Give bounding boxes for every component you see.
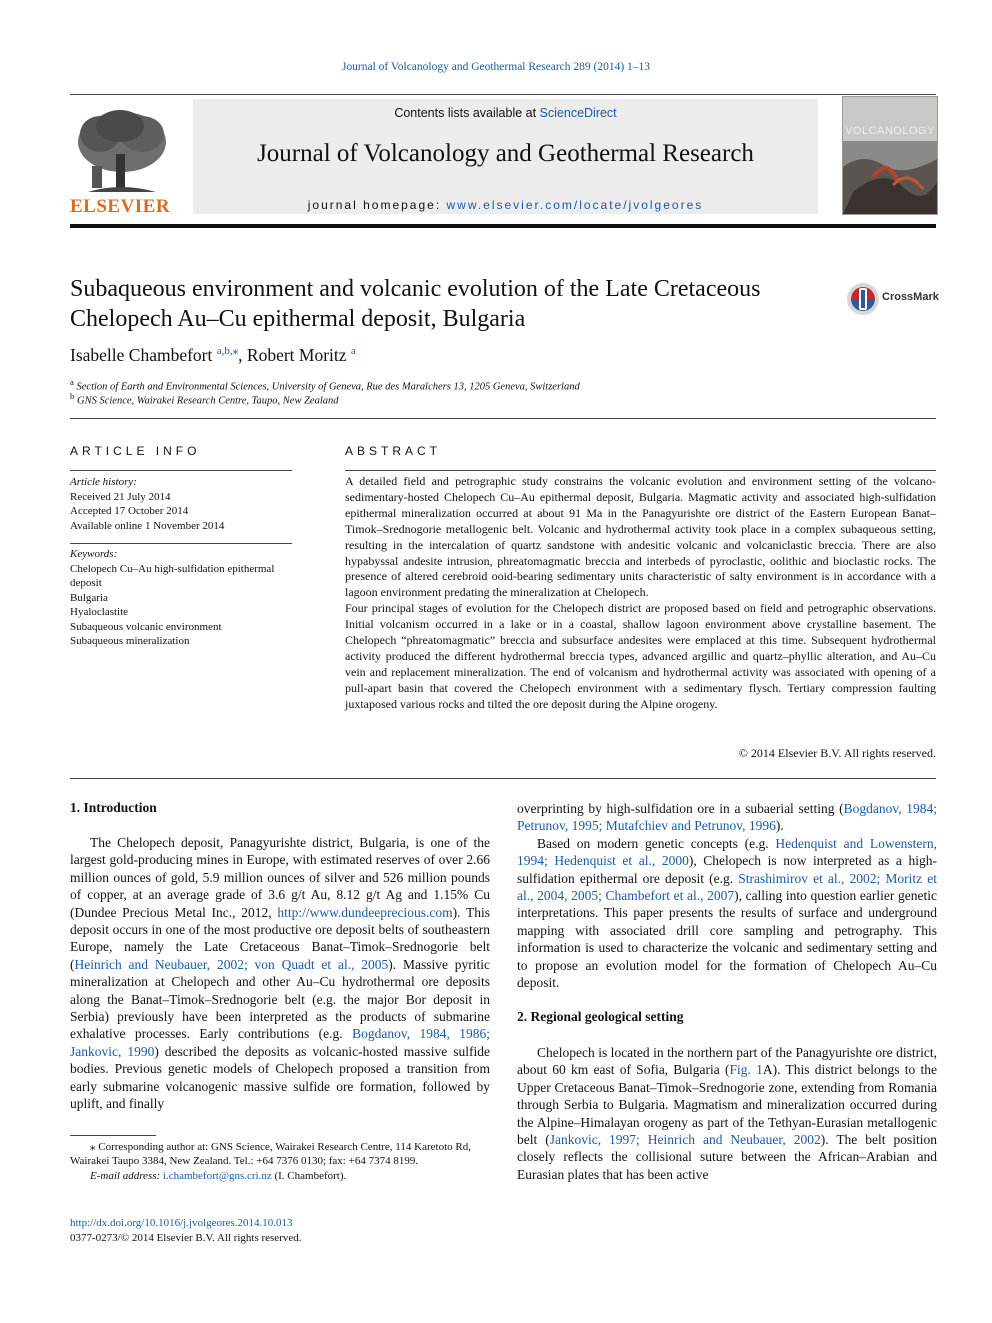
keywords-rule [70,543,292,544]
journal-name: Journal of Volcanology and Geothermal Research [257,140,754,167]
affiliation-b: $^b$ GNS Science, Wairakei Research Centre, Taupo, New Zealand [70,391,339,407]
reference-link[interactable]: Bogdanov, 1984; Petrunov, 1995; Mutafchiev and Petrunov, 1996 [517,801,937,834]
author-email-link[interactable]: i.chambefort@gns.cri.nz [162,1169,272,1182]
footnote-rule [70,1135,156,1136]
abstract-rule [345,470,936,471]
crossmark-icon [846,282,880,316]
contents-line: Contents lists available at ScienceDirect [394,106,617,120]
reference-link[interactable]: Strashimirov et al., 2002; Moritz et al., 2004, 2005; Chambefort et al., 2007 [517,870,937,904]
intro-text-continued: overprinting by high-sulfidation ore in a subaerial setting (Bogdanov, 1984; Petrunov, 1995; Mutafchiev and Petrunov, 1996). Based on modern genetic concepts (e.g. Hedenquist and Lowenstern, 1994; Hedenquist et al., 2000), Chelopech is now interpreted as a high-sulfidation epithermal ore deposit (e.g. Strashimirov et al., 2002; Moritz et al., 2004, 2005; Chambefort et al., 2007), calling into question earlier genetic interpretations. This paper presents the results of surface and underground mapping with associated drill core sampling and petrography. This information is used to characterize the volcanic and sedimentary setting and to propose an evolution model for the formation of Chelopech Au–Cu deposit. [517,801,937,991]
dundee-link[interactable]: http://www.dundeeprecious.com [277,904,453,920]
sciencedirect-link[interactable]: ScienceDirect [539,106,617,120]
crossmark-label: CrossMark [882,291,939,303]
author-name[interactable]: Isabelle Chambefort [70,344,213,365]
elsevier-wordmark: ELSEVIER [70,196,171,217]
author-list: Isabelle Chambefort $^{a,b,⁎}$, Robert Moritz $^a$ [70,344,356,365]
keyword: Bulgaria [70,591,108,604]
article-info-rule [70,470,292,471]
abstract-copyright: © 2014 Elsevier B.V. All rights reserved. [738,746,936,760]
figure-link[interactable]: Fig. 1 [729,1062,763,1078]
doi-block: http://dx.doi.org/10.1016/j.jvolgeores.2014.10.013 0377-0273/© 2014 Elsevier B.V. All rights reserved. [70,1217,302,1244]
reference-link[interactable]: Bogdanov, 1984, 1986; Jankovic, 1990 [70,1026,491,1059]
author-affiliation-marks[interactable]: a,b,⁎ [216,345,239,357]
affiliation-a: $^a$ Section of Earth and Environmental Sciences, University of Geneva, Rue des Maraîchers 13, 1205 Geneva, Switzerland [70,377,580,393]
keywords: Keywords: Chelopech Cu–Au high-sulfidation epithermal deposit Bulgaria Hyaloclastite Subaqueous volcanic environment Subaqueous mineralization [70,547,292,649]
journal-cover-image [842,96,938,215]
journal-citation[interactable]: Journal of Volcanology and Geothermal Research 289 (2014) 1–13 [341,61,651,73]
affiliation-rule [70,418,936,419]
reference-link[interactable]: Hedenquist and Lowenstern, 1994; Hedenquist et al., 2000 [517,835,937,869]
body-top-rule [70,778,936,779]
homepage-link[interactable]: www.elsevier.com/locate/jvolgeores [446,198,704,212]
section-heading: 2. Regional geological setting [517,1009,684,1024]
article-title: Subaqueous environment and volcanic evolution of the Late Cretaceous Chelopech Au–Cu epithermal deposit, Bulgaria [70,276,761,332]
cover-title: VOLCANOLOGY [845,125,935,137]
reference-link[interactable]: Jankovic, 1997; Heinrich and Neubauer, 2002 [549,1132,821,1148]
article-info-label: ARTICLE INFO [70,444,201,458]
keyword: Chelopech Cu–Au high-sulfidation epithermal deposit [70,562,275,589]
regional-setting-text: Chelopech is located in the northern part of the Panagyurishte ore district, about 60 km east of Sofia, Bulgaria (Fig. 1A). This district belongs to the Upper Cretaceous Banat–Timok–Srednogorie zone, extending from Romania through Serbia to Bulgaria. Magmatism and mineralization occurred during the Alpine–Himalayan orogeny as part of the Tethyan-Eurasian metallogenic belt (Jankovic, 1997; Heinrich and Neubauer, 2002). The belt position closely reflects the collisional suture between the African–Arabian and Eurasian plates that has been active [517,1045,937,1182]
author-name[interactable]: Robert Moritz [246,344,347,365]
intro-text: The Chelopech deposit, Panagyurishte district, Bulgaria, is one of the largest gold-producing mines in Europe, with estimated reserves of over 2.66 million ounces of gold, 5.9 million ounces of silver and 526 million pounds of copper, at an average grade of 3.6 g/t Au, 8.12 g/t Ag and 1.15% Cu (Dundee Precious Metal Inc., 2012, http://www.dundeeprecious.com). This deposit occurs in one of the most productive ore deposit belts of southeastern Europe, namely the Late Cretaceous Banat–Timok–Srednogorie belt (Heinrich and Neubauer, 2002; von Quadt et al., 2005). Massive pyritic mineralization at Chelopech and other Au–Cu hydrothermal ore deposits along the Banat–Timok–Srednogorie belt (e.g. the major Bor deposit in Serbia) previously have been interpreted as the products of submarine exhalative processes. Early contributions (e.g. Bogdanov, 1984, 1986; Jankovic, 1990) described the deposits as volcanic-hosted massive sulfide bodies. Previous genetic models of Chelopech proposed a transition from early submarine volcanogenic massive sulfide ore formation, followed by uplift, and finally [70,835,491,1112]
section-heading: 1. Introduction [70,800,157,815]
corresponding-author-footnote: ⁎ Corresponding author at: GNS Science, Wairakei Research Centre, 114 Karetoto Rd, Wairakei Taupo 3384, New Zealand. Tel.: +64 7376 0130; fax: +64 7374 8199. E-mail address: i.chambefort@gns.cri.nz (I. Chambefort). [70,1141,471,1182]
header-bottom-rule [70,224,936,228]
reference-link[interactable]: Heinrich and Neubauer, 2002; von Quadt et al., 2005 [74,956,389,972]
doi-link[interactable]: http://dx.doi.org/10.1016/j.jvolgeores.2014.10.013 [70,1217,293,1229]
article-history: Article history: Received 21 July 2014 Accepted 17 October 2014 Available online 1 November 2014 [70,476,225,532]
crossmark-badge[interactable] [846,282,938,316]
header-top-rule [70,94,936,95]
keyword: Hyaloclastite [70,606,129,618]
journal-homepage: journal homepage: www.elsevier.com/locate/jvolgeores [307,198,704,212]
keyword: Subaqueous mineralization [70,635,190,647]
abstract-label: ABSTRACT [345,444,442,458]
keyword: Subaqueous volcanic environment [70,620,222,633]
author-affiliation-marks[interactable]: a [350,345,356,357]
abstract-text: A detailed field and petrographic study constrains the volcanic evolution and environment setting of the volcano-sedimentary-hosted Chelopech Cu–Au epithermal deposit, Bulgaria. Magmatic activity and associated high-sulfidation epithermal mineralization occurred at about 91 Ma in the Panagyurishte ore district of the Eastern European Banat–Timok–Srednogorie metallogenic belt. Volcanic and hydrothermal activity took place in a complex subaqueous setting, resulting in the intercalation of quartz sandstone with andesitic volcanic and volcaniclastic breccia. There are also hypabyssal andesite intrusion, phreatomagmatic breccia and interbeds of pyroclastic, oolithic and bioclastic rocks. The presence of altered cerebroid ooid-bearing sedimentary units characteristic of salty environment is in accordance with a lagoon environment predating the mineralization at Chelopech. Four principal stages of evolution for the Chelopech district are proposed based on field and petrographic observations. Initial volcanism occurred in a lake or in a coastal, shallow lagoon environment above crystalline basement. The Chelopech “phreatomagmatic” breccia and subsurface andesites were emplaced at this time. Subsequent hydrothermal activity produced the different hydrothermal breccia types, advanced argillic and quartz–phyllic alteration, and Au–Cu vein and replacement mineralization. The end of volcanism and hydrothermal activity was associated with opening of a pull-apart basin that covered the Chelopech environment with a sedimentary flysch. Tertiary compression faulting juxtaposed various rocks and tilted the ore deposit during the Alpine orogeny. [345,474,936,711]
